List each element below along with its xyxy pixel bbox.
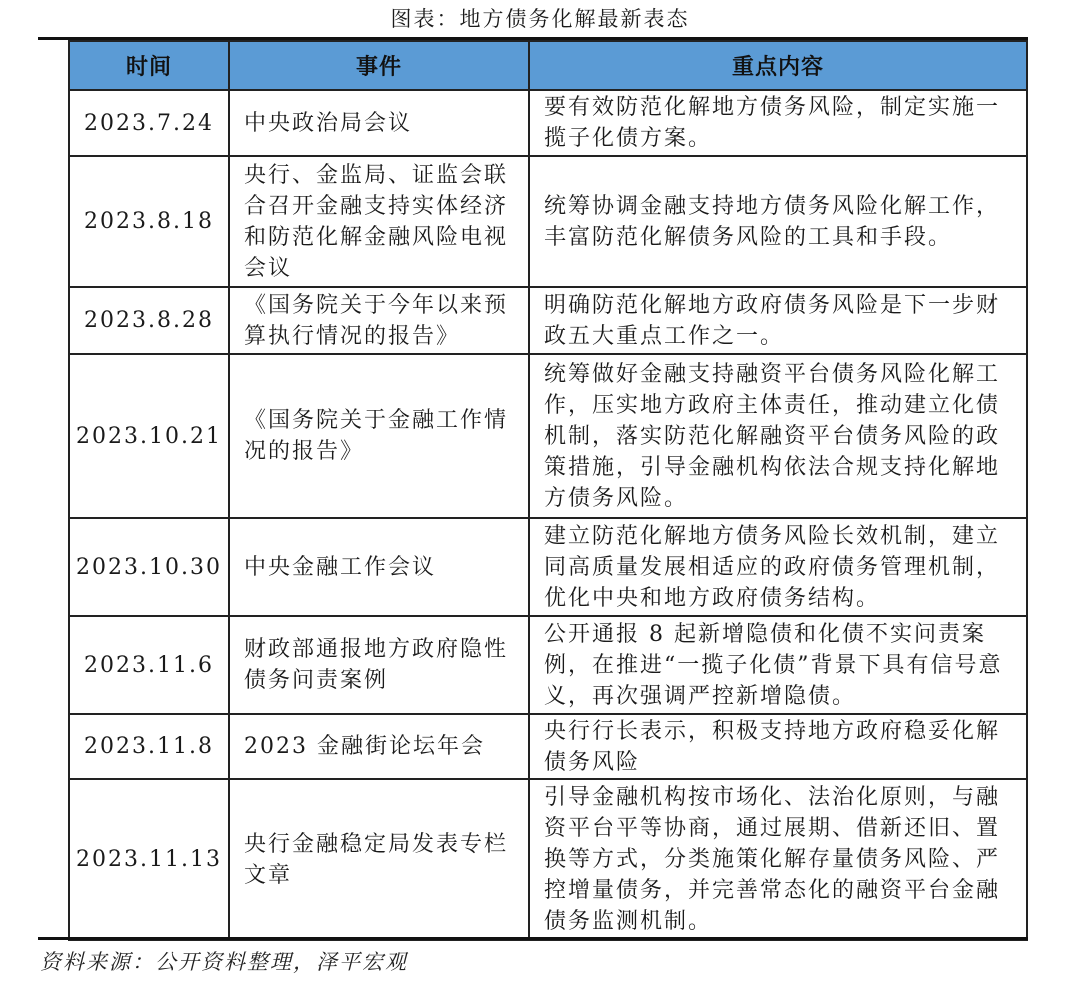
- row-event: 《国务院关于今年以来预算执行情况的报告》: [229, 287, 529, 354]
- table-row: [69, 518, 1027, 616]
- row-content: 明确防范化解地方政府债务风险是下一步财政五大重点工作之一。: [529, 287, 1027, 354]
- table-header-row: [69, 41, 1027, 90]
- row-event: 财政部通报地方政府隐性债务问责案例: [229, 616, 529, 714]
- header-key-content: 重点内容: [529, 41, 1027, 90]
- row-date: 2023.11.8: [69, 714, 229, 779]
- table-caption: 图表：地方债务化解最新表态: [390, 7, 690, 31]
- row-event: 《国务院关于金融工作情况的报告》: [229, 354, 529, 518]
- row-content: 央行行长表示，积极支持地方政府稳妥化解债务风险: [529, 714, 1027, 779]
- row-content: 建立防范化解地方债务风险长效机制，建立同高质量发展相适应的政府债务管理机制，优化中央和地方政府债务结构。: [529, 518, 1027, 616]
- row-event: 央行金融稳定局发表专栏文章: [229, 779, 529, 940]
- row-date: 2023.7.24: [69, 90, 229, 156]
- row-date: 2023.10.30: [69, 518, 229, 616]
- source-note: 资料来源：公开资料整理，泽平宏观: [40, 950, 408, 974]
- row-content: 统筹协调金融支持地方债务风险化解工作，丰富防范化解债务风险的工具和手段。: [529, 156, 1027, 287]
- row-event: 中央金融工作会议: [229, 518, 529, 616]
- table-row: [69, 287, 1027, 354]
- row-content: 公开通报 8 起新增隐债和化债不实问责案例，在推进“一揽子化债”背景下具有信号意义，再次强调严控新增隐债。: [529, 616, 1027, 714]
- row-date: 2023.11.6: [69, 616, 229, 714]
- header-time: 时间: [69, 41, 229, 90]
- row-date: 2023.10.21: [69, 354, 229, 518]
- bottom-rule: [38, 937, 1028, 940]
- row-date: 2023.8.28: [69, 287, 229, 354]
- table-row: [69, 714, 1027, 779]
- row-content: 统筹做好金融支持融资平台债务风险化解工作，压实地方政府主体责任，推动建立化债机制，落实防范化解融资平台债务风险的政策措施，引导金融机构依法合规支持化解地方债务风险。: [529, 354, 1027, 518]
- row-date: 2023.8.18: [69, 156, 229, 287]
- row-content: 引导金融机构按市场化、法治化原则，与融资平台平等协商，通过展期、借新还旧、置换等方式，分类施策化解存量债务风险、严控增量债务，并完善常态化的融资平台金融债务监测机制。: [529, 779, 1027, 940]
- table-row: [69, 156, 1027, 287]
- table-row: [69, 616, 1027, 714]
- table-row: [69, 90, 1027, 156]
- table-row: [69, 354, 1027, 518]
- row-event: 2023 金融街论坛年会: [229, 714, 529, 779]
- row-date: 2023.11.13: [69, 779, 229, 940]
- row-event: 央行、金监局、证监会联合召开金融支持实体经济和防范化解金融风险电视会议: [229, 156, 529, 287]
- row-content: 要有效防范化解地方债务风险，制定实施一揽子化债方案。: [529, 90, 1027, 156]
- policy-events-table: [68, 40, 1028, 941]
- row-event: 中央政治局会议: [229, 90, 529, 156]
- header-event: 事件: [229, 41, 529, 90]
- table-row: [69, 779, 1027, 940]
